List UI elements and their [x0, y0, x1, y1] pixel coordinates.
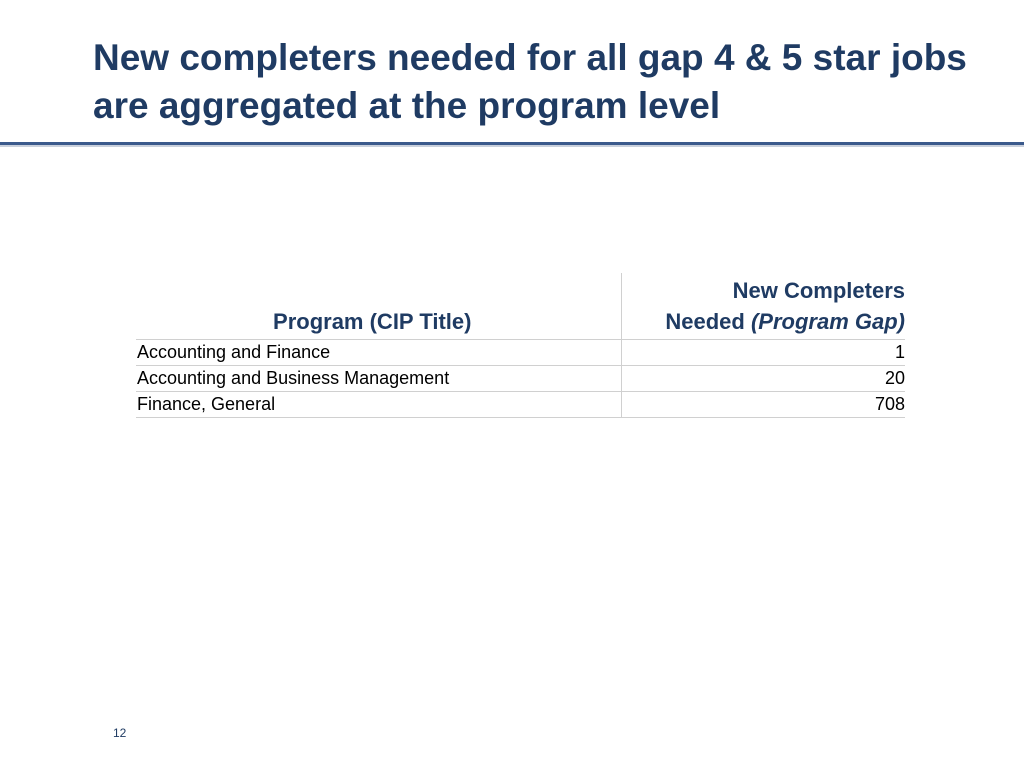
row-gap: 708: [621, 392, 905, 418]
table-row: [136, 392, 905, 418]
table-header-row: [136, 273, 905, 340]
program-gap-table: [136, 273, 905, 418]
header-gap-line1: New Completers: [732, 278, 905, 303]
row-program: Accounting and Business Management: [136, 366, 621, 392]
row-gap: 20: [621, 366, 905, 392]
row-program: Accounting and Finance: [136, 340, 621, 366]
table-row: [136, 340, 905, 366]
title-divider-shadow: [0, 145, 1024, 147]
header-program-gap: [621, 273, 905, 340]
header-gap-line2-plain: Needed: [665, 309, 751, 334]
header-gap-line2-italic: (Program Gap): [750, 309, 905, 334]
row-gap: 1: [621, 340, 905, 366]
header-program: Program (CIP Title): [136, 273, 621, 340]
row-program: Finance, General: [136, 392, 621, 418]
page-number: 12: [113, 726, 127, 740]
table-row: [136, 366, 905, 392]
slide-title: New completers needed for all gap 4 & 5 star jobs are aggregated at the program level: [93, 37, 967, 126]
